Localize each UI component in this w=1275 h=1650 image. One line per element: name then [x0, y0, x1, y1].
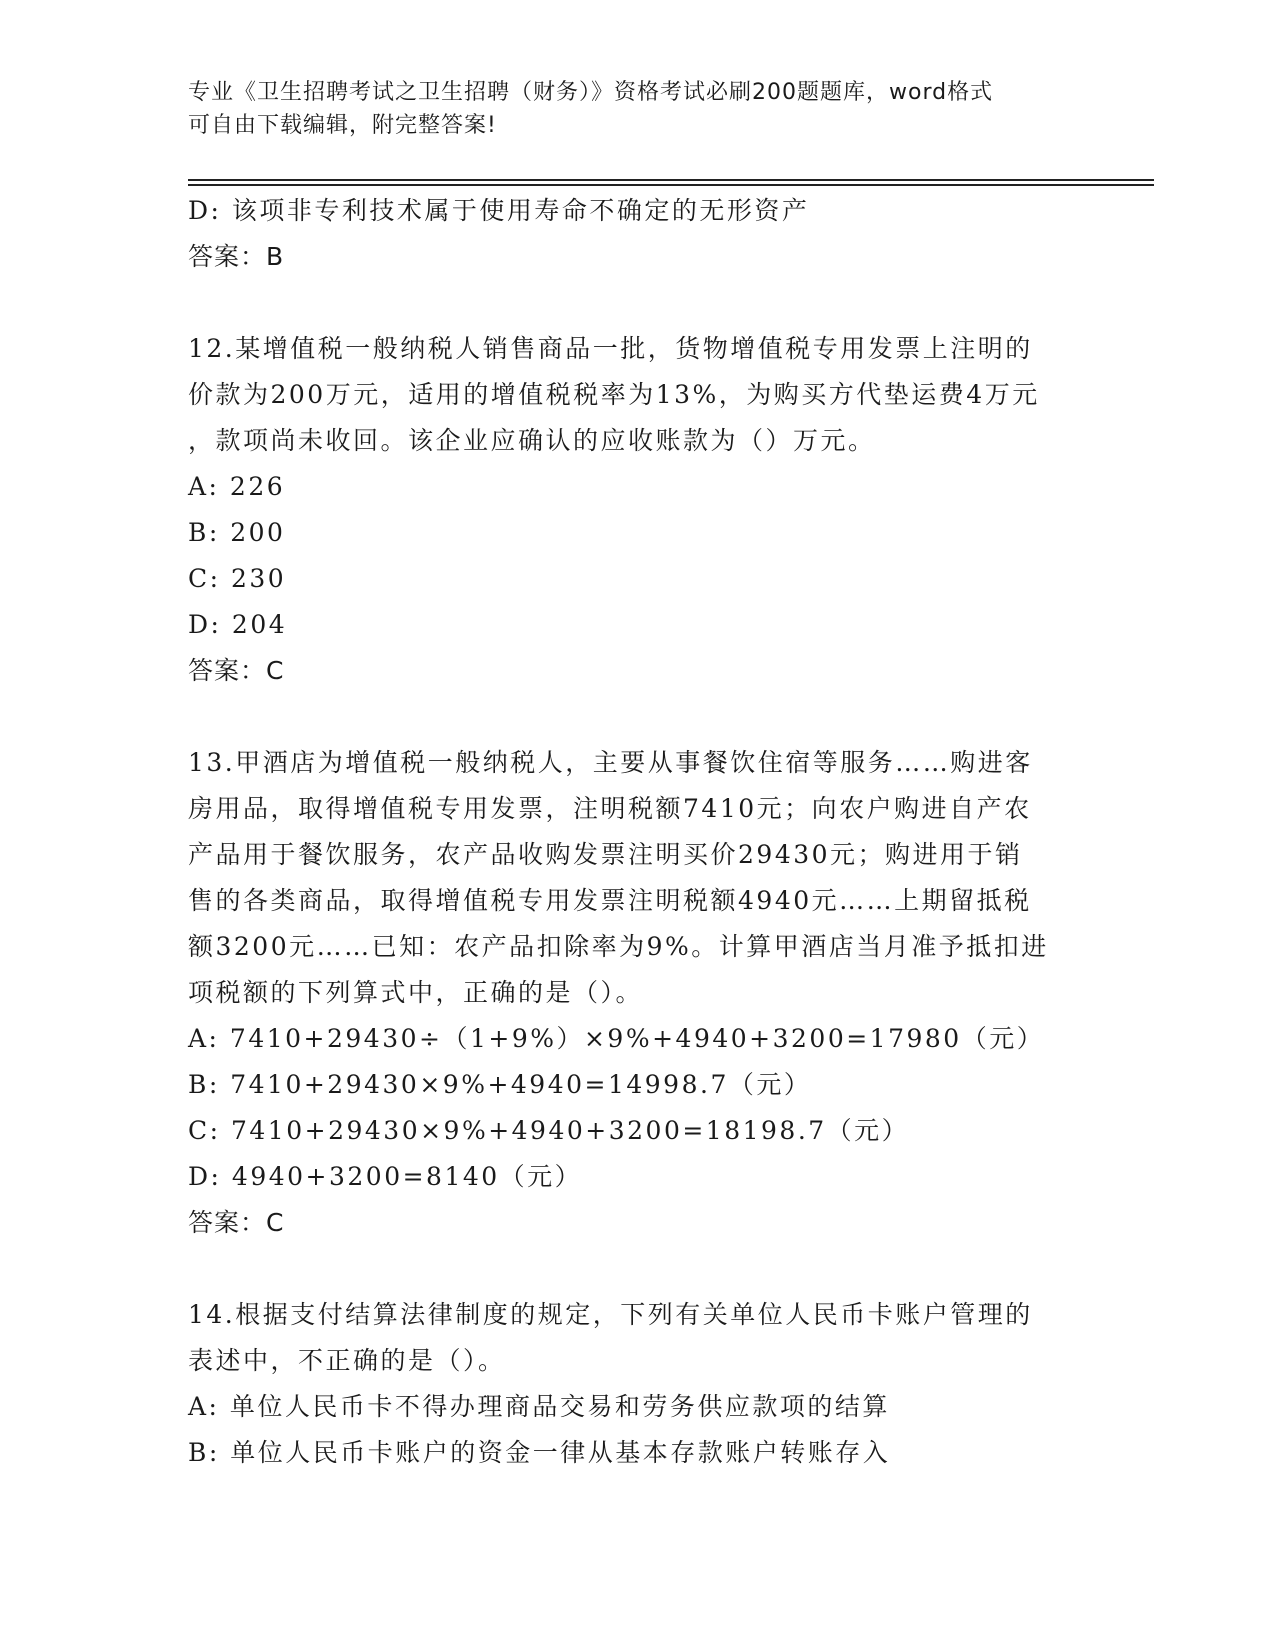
question-13-answer: 答案：C [188, 1208, 285, 1237]
question-14-option-a: A: 单位人民币卡不得办理商品交易和劳务供应款项的结算 [188, 1392, 890, 1421]
spacer [188, 280, 1088, 326]
question-12-option-d: D: 204 [188, 610, 288, 639]
question-13-stem-line: 额3200元……已知：农产品扣除率为9%。计算甲酒店当月准予抵扣进 [188, 932, 1049, 961]
question-12-stem-line: 12.某增值税一般纳税人销售商品一批，货物增值税专用发票上注明的 [188, 334, 1033, 363]
question-12-option-b: B: 200 [188, 518, 286, 547]
document-body [188, 188, 1088, 1476]
question-14 [188, 1292, 1088, 1476]
spacer [188, 1246, 1088, 1292]
question-13-stem-line: 售的各类商品，取得增值税专用发票注明税额4940元……上期留抵税 [188, 886, 1032, 915]
question-13-option-c: C: 7410+29430×9%+4940+3200=18198.7（元） [188, 1116, 910, 1145]
question-13-stem-line: 房用品，取得增值税专用发票，注明税额7410元；向农户购进自产农 [188, 794, 1032, 823]
question-12-stem-line: 价款为200万元，适用的增值税税率为13%，为购买方代垫运费4万元 [188, 380, 1040, 409]
question-12-answer: 答案：C [188, 656, 285, 685]
spacer [188, 694, 1088, 740]
question-14-stem-line: 14.根据支付结算法律制度的规定，下列有关单位人民币卡账户管理的 [188, 1300, 1033, 1329]
header-title-line-2: 可自由下载编辑，附完整答案! [188, 113, 497, 138]
header-divider-thick [188, 184, 1154, 186]
question-12-option-c: C: 230 [188, 564, 287, 593]
question-14-option-b: B: 单位人民币卡账户的资金一律从基本存款账户转账存入 [188, 1438, 891, 1467]
question-14-stem-line: 表述中，不正确的是（）。 [188, 1346, 506, 1375]
header-divider-thin [188, 179, 1154, 181]
question-13-option-a: A: 7410+29430÷（1+9%）×9%+4940+3200=17980（元） [188, 1024, 1045, 1053]
question-11-option-d: D: 该项非专利技术属于使用寿命不确定的无形资产 [188, 196, 810, 225]
question-13-stem-line: 产品用于餐饮服务，农产品收购发票注明买价29430元；购进用于销 [188, 840, 1023, 869]
question-13-stem-line: 项税额的下列算式中，正确的是（）。 [188, 978, 644, 1007]
question-11-tail [188, 188, 1088, 280]
question-13-option-b: B: 7410+29430×9%+4940=14998.7（元） [188, 1070, 812, 1099]
question-12-stem-line: ，款项尚未收回。该企业应确认的应收账款为（）万元。 [188, 426, 876, 455]
question-12-option-a: A: 226 [188, 472, 286, 501]
question-13-stem-line: 13.甲酒店为增值税一般纳税人，主要从事餐饮住宿等服务……购进客 [188, 748, 1033, 777]
header-title-line-1: 专业《卫生招聘考试之卫生招聘（财务）》资格考试必刷200题题库，word格式 [188, 80, 994, 105]
document-header [188, 76, 1088, 142]
question-11-answer: 答案：B [188, 242, 285, 271]
question-13 [188, 740, 1088, 1246]
question-12 [188, 326, 1088, 694]
question-13-option-d: D: 4940+3200=8140（元） [188, 1162, 583, 1191]
